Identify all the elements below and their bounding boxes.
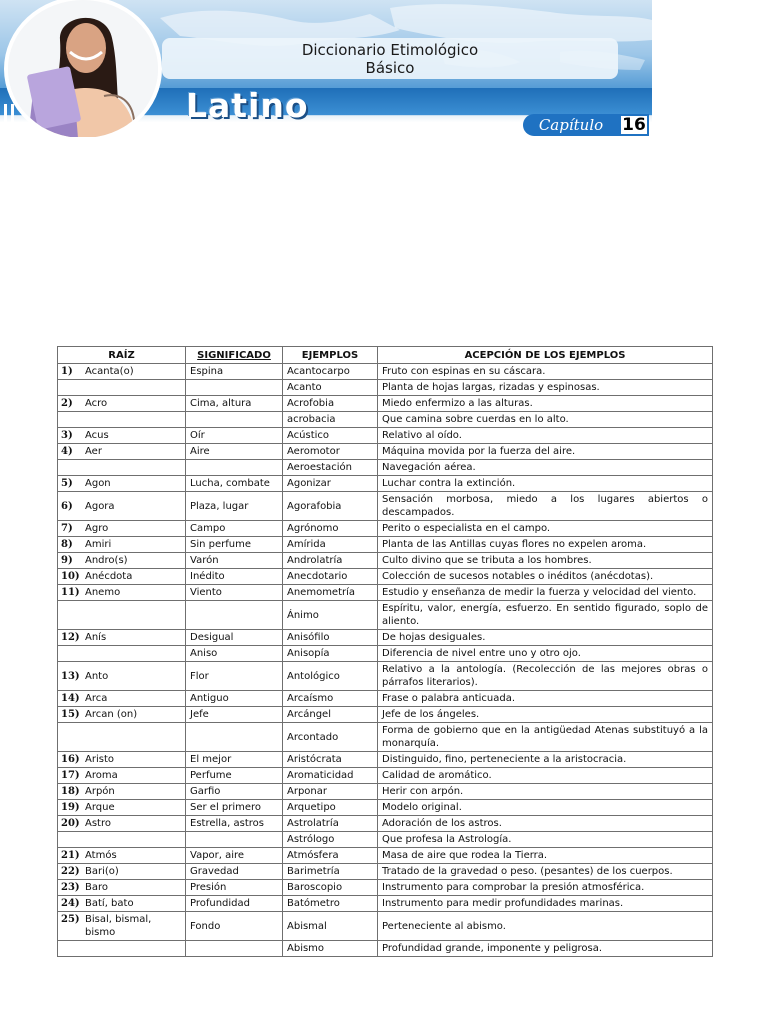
root-text: Amiri — [85, 539, 112, 550]
entry-number: 3) — [61, 430, 73, 441]
cell-raiz — [58, 662, 186, 691]
root-text: Atmós — [85, 850, 117, 861]
table-row — [58, 896, 713, 912]
cell-raiz — [58, 646, 186, 662]
cell-ejemplo: Amírida — [283, 537, 378, 553]
cell-acepcion: Profundidad grande, imponente y peligrosa. — [378, 941, 713, 957]
cell-acepcion: Perteneciente al abismo. — [378, 912, 713, 941]
cell-raiz — [58, 800, 186, 816]
cell-ejemplo: Arcángel — [283, 707, 378, 723]
cell-acepcion: Que camina sobre cuerdas en lo alto. — [378, 412, 713, 428]
header-banner — [0, 0, 652, 137]
entry-number: 8) — [61, 539, 73, 550]
cell-raiz — [58, 691, 186, 707]
cell-raiz — [58, 601, 186, 630]
entry-number: 24) — [61, 898, 80, 909]
student-illustration — [8, 0, 158, 137]
cell-ejemplo: Aromaticidad — [283, 768, 378, 784]
cell-significado: Ser el primero — [186, 800, 283, 816]
cell-raiz — [58, 460, 186, 476]
cell-acepcion: Tratado de la gravedad o peso. (pesantes) de los cuerpos. — [378, 864, 713, 880]
cell-acepcion: Culto divino que se tributa a los hombres. — [378, 553, 713, 569]
entry-number: 20) — [61, 818, 80, 829]
root-text: Baro — [85, 882, 108, 893]
entry-number: 19) — [61, 802, 80, 813]
table-body — [58, 364, 713, 957]
cell-raiz — [58, 880, 186, 896]
cell-significado — [186, 723, 283, 752]
cell-ejemplo: Anisófilo — [283, 630, 378, 646]
root-text: Anís — [85, 632, 107, 643]
cell-acepcion: Instrumento para medir profundidades marinas. — [378, 896, 713, 912]
cell-significado — [186, 832, 283, 848]
cell-ejemplo: Agonizar — [283, 476, 378, 492]
cell-significado: Varón — [186, 553, 283, 569]
cell-raiz — [58, 707, 186, 723]
cell-raiz — [58, 912, 186, 941]
cell-significado: Vapor, aire — [186, 848, 283, 864]
cell-ejemplo: Baroscopio — [283, 880, 378, 896]
table-row — [58, 912, 713, 941]
cell-raiz — [58, 585, 186, 601]
cell-acepcion: Perito o especialista en el campo. — [378, 521, 713, 537]
cell-significado: Aniso — [186, 646, 283, 662]
cell-ejemplo: Antológico — [283, 662, 378, 691]
cell-significado — [186, 941, 283, 957]
cell-significado: Sin perfume — [186, 537, 283, 553]
entry-number: 14) — [61, 693, 80, 704]
entry-number: 15) — [61, 709, 80, 720]
cell-raiz — [58, 492, 186, 521]
entry-number: 17) — [61, 770, 80, 781]
cell-ejemplo: Agorafobia — [283, 492, 378, 521]
table-row — [58, 752, 713, 768]
cell-acepcion: Distinguido, fino, perteneciente a la aristocracia. — [378, 752, 713, 768]
cell-ejemplo: acrobacia — [283, 412, 378, 428]
cell-raiz — [58, 630, 186, 646]
cell-ejemplo: Anemometría — [283, 585, 378, 601]
table-row — [58, 800, 713, 816]
cell-ejemplo: Agrónomo — [283, 521, 378, 537]
cell-significado: Campo — [186, 521, 283, 537]
cell-acepcion: Que profesa la Astrología. — [378, 832, 713, 848]
cell-acepcion: Adoración de los astros. — [378, 816, 713, 832]
cell-acepcion: Espíritu, valor, energía, esfuerzo. En sentido figurado, soplo de aliento. — [378, 601, 713, 630]
table-row — [58, 941, 713, 957]
entry-number: 16) — [61, 754, 80, 765]
entry-number: 6) — [61, 500, 73, 512]
table-row — [58, 553, 713, 569]
entry-number: 12) — [61, 632, 80, 643]
entry-number: 2) — [61, 398, 73, 409]
table-row — [58, 691, 713, 707]
cell-acepcion: Modelo original. — [378, 800, 713, 816]
cell-significado: El mejor — [186, 752, 283, 768]
table-row — [58, 768, 713, 784]
root-text: Batí, bato — [85, 898, 134, 909]
cell-acepcion: Jefe de los ángeles. — [378, 707, 713, 723]
entry-number: 11) — [61, 587, 80, 598]
table-row — [58, 492, 713, 521]
chapter-tag — [523, 114, 649, 136]
cell-significado: Presión — [186, 880, 283, 896]
cell-acepcion: Navegación aérea. — [378, 460, 713, 476]
cell-significado: Lucha, combate — [186, 476, 283, 492]
cell-significado: Profundidad — [186, 896, 283, 912]
root-text: Arcan (on) — [85, 709, 138, 720]
cell-significado: Estrella, astros — [186, 816, 283, 832]
table-row — [58, 707, 713, 723]
cell-raiz — [58, 412, 186, 428]
cell-significado: Aire — [186, 444, 283, 460]
entry-number: 22) — [61, 866, 80, 877]
chapter-number: 16 — [619, 114, 649, 136]
root-text: Bari(o) — [85, 866, 119, 877]
root-text: Arpón — [85, 786, 115, 797]
cell-ejemplo: Arponar — [283, 784, 378, 800]
table-row — [58, 646, 713, 662]
cell-acepcion: Planta de las Antillas cuyas flores no expelen aroma. — [378, 537, 713, 553]
cell-raiz — [58, 816, 186, 832]
table-row — [58, 521, 713, 537]
cell-acepcion: De hojas desiguales. — [378, 630, 713, 646]
cell-ejemplo: Arcontado — [283, 723, 378, 752]
title-line-1: Diccionario Etimológico — [301, 40, 479, 59]
cell-significado: Flor — [186, 662, 283, 691]
column-header-significado: SIGNIFICADO — [186, 347, 283, 364]
root-text: Acanta(o) — [85, 366, 134, 377]
root-text: Arca — [85, 693, 108, 704]
cell-acepcion: Estudio y enseñanza de medir la fuerza y velocidad del viento. — [378, 585, 713, 601]
root-text: Anto — [85, 670, 109, 682]
cell-acepcion: Sensación morbosa, miedo a los lugares abiertos o descampados. — [378, 492, 713, 521]
cell-significado: Fondo — [186, 912, 283, 941]
table-row — [58, 601, 713, 630]
cell-raiz — [58, 553, 186, 569]
entry-number: 18) — [61, 786, 80, 797]
table-row — [58, 585, 713, 601]
column-header-acepcion: ACEPCIÓN DE LOS EJEMPLOS — [378, 347, 713, 364]
entry-number: 10) — [61, 571, 80, 582]
root-text: Astro — [85, 818, 111, 829]
entry-number: 25) — [61, 914, 80, 925]
etymology-table — [57, 346, 713, 957]
cell-significado: Desigual — [186, 630, 283, 646]
table-row — [58, 428, 713, 444]
table-row — [58, 412, 713, 428]
table-header — [58, 347, 713, 364]
cell-significado: Plaza, lugar — [186, 492, 283, 521]
entry-number: 21) — [61, 850, 80, 861]
table-row — [58, 723, 713, 752]
table-row — [58, 396, 713, 412]
cell-ejemplo: Astrólogo — [283, 832, 378, 848]
root-text: Agon — [85, 478, 111, 489]
table-row — [58, 662, 713, 691]
cell-significado: Perfume — [186, 768, 283, 784]
cell-acepcion: Colección de sucesos notables o inéditos (anécdotas). — [378, 569, 713, 585]
table-row — [58, 460, 713, 476]
entry-number: 9) — [61, 555, 73, 566]
column-header-ejemplos: EJEMPLOS — [283, 347, 378, 364]
table-row — [58, 630, 713, 646]
cell-ejemplo: Abismo — [283, 941, 378, 957]
table-row — [58, 864, 713, 880]
cell-raiz — [58, 752, 186, 768]
cell-raiz — [58, 768, 186, 784]
cell-acepcion: Masa de aire que rodea la Tierra. — [378, 848, 713, 864]
root-text: Acus — [85, 430, 109, 441]
cell-ejemplo: Anecdotario — [283, 569, 378, 585]
cell-raiz — [58, 521, 186, 537]
cell-acepcion: Diferencia de nivel entre uno y otro ojo. — [378, 646, 713, 662]
cell-ejemplo: Ánimo — [283, 601, 378, 630]
cell-raiz — [58, 848, 186, 864]
cell-acepcion: Relativo al oído. — [378, 428, 713, 444]
column-header-raiz: RAÍZ — [58, 347, 186, 364]
cell-significado: Cima, altura — [186, 396, 283, 412]
table-row — [58, 816, 713, 832]
cell-ejemplo: Aeroestación — [283, 460, 378, 476]
root-text: Agora — [85, 500, 115, 512]
root-text: Aer — [85, 446, 102, 457]
cell-raiz — [58, 444, 186, 460]
cell-ejemplo: Arcaísmo — [283, 691, 378, 707]
root-text: Anemo — [85, 587, 121, 598]
cell-acepcion: Fruto con espinas en su cáscara. — [378, 364, 713, 380]
cell-ejemplo: Arquetipo — [283, 800, 378, 816]
table-row — [58, 364, 713, 380]
table-row — [58, 444, 713, 460]
cell-raiz — [58, 380, 186, 396]
cell-significado: Antiguo — [186, 691, 283, 707]
cell-significado: Jefe — [186, 707, 283, 723]
cell-acepcion: Forma de gobierno que en la antigüedad Atenas substituyó a la monarquía. — [378, 723, 713, 752]
cell-acepcion: Frase o palabra anticuada. — [378, 691, 713, 707]
cell-significado: Gravedad — [186, 864, 283, 880]
cell-acepcion: Calidad de aromático. — [378, 768, 713, 784]
cell-raiz — [58, 396, 186, 412]
root-text: Agro — [85, 523, 109, 534]
cell-ejemplo: Batómetro — [283, 896, 378, 912]
root-text: Bisal, bismal, bismo — [85, 914, 152, 938]
entry-number: 4) — [61, 446, 73, 457]
cell-ejemplo: Aeromotor — [283, 444, 378, 460]
cell-significado — [186, 412, 283, 428]
cell-ejemplo: Acrofobia — [283, 396, 378, 412]
cell-acepcion: Herir con arpón. — [378, 784, 713, 800]
cell-acepcion: Luchar contra la extinción. — [378, 476, 713, 492]
entry-number: 13) — [61, 670, 80, 682]
table-row — [58, 848, 713, 864]
root-text: Anécdota — [85, 571, 133, 582]
cell-raiz — [58, 832, 186, 848]
subject-title: Latino — [186, 86, 309, 125]
cell-ejemplo: Barimetría — [283, 864, 378, 880]
cell-ejemplo: Abismal — [283, 912, 378, 941]
cell-significado — [186, 380, 283, 396]
entry-number: 7) — [61, 523, 73, 534]
cell-raiz — [58, 723, 186, 752]
table-row — [58, 832, 713, 848]
entry-number: 23) — [61, 882, 80, 893]
cell-raiz — [58, 941, 186, 957]
cell-raiz — [58, 896, 186, 912]
root-text: Acro — [85, 398, 108, 409]
root-text: Andro(s) — [85, 555, 128, 566]
cell-acepcion: Instrumento para comprobar la presión atmosférica. — [378, 880, 713, 896]
cell-raiz — [58, 784, 186, 800]
table-row — [58, 537, 713, 553]
title-box — [162, 38, 618, 79]
cell-significado: Garfio — [186, 784, 283, 800]
cell-ejemplo: Acantocarpo — [283, 364, 378, 380]
cell-ejemplo: Androlatría — [283, 553, 378, 569]
cell-ejemplo: Anisopía — [283, 646, 378, 662]
chapter-label: Capítulo — [523, 114, 619, 136]
cell-ejemplo: Atmósfera — [283, 848, 378, 864]
table-row — [58, 476, 713, 492]
cell-significado: Inédito — [186, 569, 283, 585]
cell-acepcion: Máquina movida por la fuerza del aire. — [378, 444, 713, 460]
cell-ejemplo: Astrolatría — [283, 816, 378, 832]
cell-significado — [186, 460, 283, 476]
table-row — [58, 880, 713, 896]
cell-significado: Viento — [186, 585, 283, 601]
cell-acepcion: Relativo a la antología. (Recolección de las mejores obras o párrafos literarios). — [378, 662, 713, 691]
cell-ejemplo: Aristócrata — [283, 752, 378, 768]
cell-raiz — [58, 476, 186, 492]
cell-raiz — [58, 364, 186, 380]
table-row — [58, 784, 713, 800]
entry-number: 1) — [61, 366, 73, 377]
cell-raiz — [58, 569, 186, 585]
cell-significado — [186, 601, 283, 630]
title-line-2: Básico — [365, 58, 415, 77]
cell-raiz — [58, 537, 186, 553]
table-row — [58, 380, 713, 396]
cell-raiz — [58, 428, 186, 444]
student-portrait — [4, 0, 162, 137]
cell-acepcion: Planta de hojas largas, rizadas y espinosas. — [378, 380, 713, 396]
cell-ejemplo: Acústico — [283, 428, 378, 444]
cell-significado: Espina — [186, 364, 283, 380]
cell-raiz — [58, 864, 186, 880]
entry-number: 5) — [61, 478, 73, 489]
cell-ejemplo: Acanto — [283, 380, 378, 396]
table-row — [58, 569, 713, 585]
root-text: Aristo — [85, 754, 114, 765]
root-text: Aroma — [85, 770, 118, 781]
cell-significado: Oír — [186, 428, 283, 444]
root-text: Arque — [85, 802, 115, 813]
cell-acepcion: Miedo enfermizo a las alturas. — [378, 396, 713, 412]
